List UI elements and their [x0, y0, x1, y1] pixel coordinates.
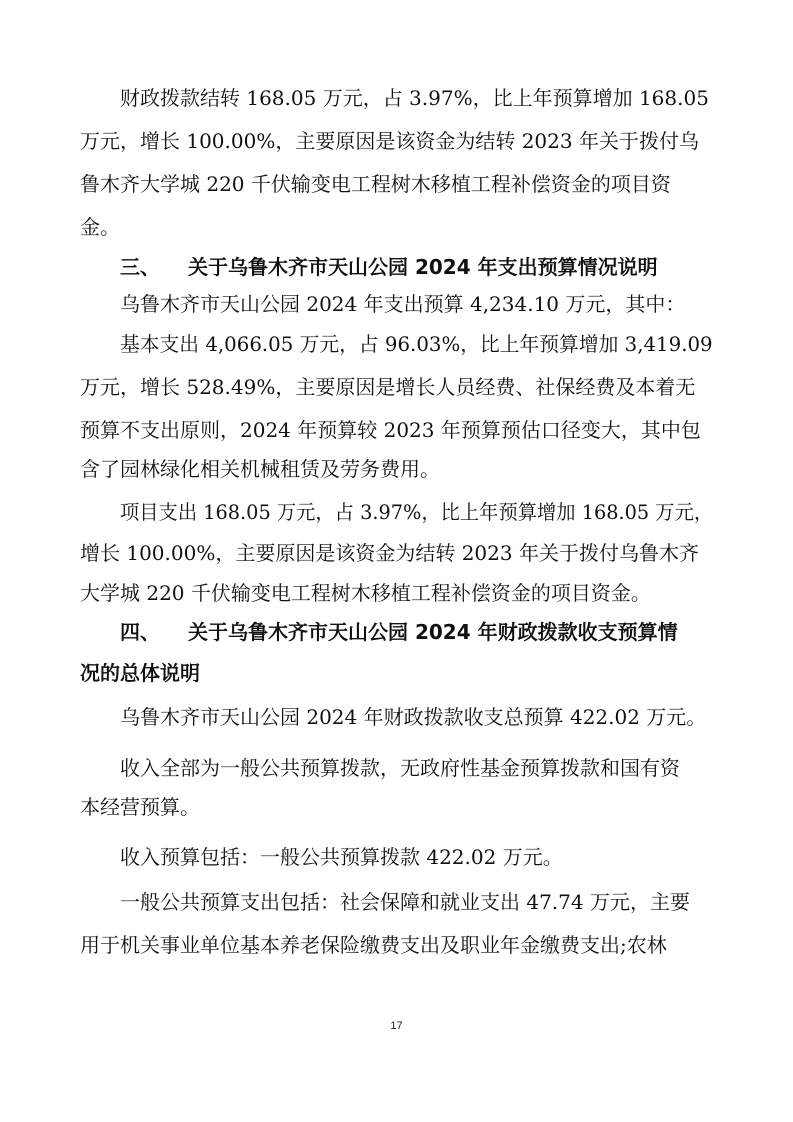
paragraph-line — [0, 287, 793, 321]
text-run: 收入全部为一般公共预算拨款，无政府性基金预算拨款和国有资 — [120, 756, 680, 780]
paragraph-line — [0, 536, 793, 570]
text-run: 金。 — [80, 215, 120, 239]
section-number: 三、 — [120, 255, 160, 279]
paragraph-line — [0, 790, 793, 824]
section-title: 关于乌鲁木齐市天山公园 2024 年支出预算情况说明 — [188, 255, 658, 279]
text-run: 财政拨款结转 168.05 万元，占 3.97%，比上年预算增加 168.05 — [120, 86, 709, 110]
text-run: 大学城 220 千伏输变电工程树木移植工程补偿资金的项目资金。 — [80, 581, 651, 605]
text-run: 增长 100.00%，主要原因是该资金为结转 2023 年关于拨付乌鲁木齐 — [80, 541, 699, 565]
text-run: 万元，增长 100.00%，主要原因是该资金为结转 2023 年关于拨付乌 — [80, 129, 699, 153]
paragraph-line — [0, 413, 793, 447]
paragraph-line — [0, 124, 793, 158]
section-heading-continued — [0, 656, 793, 690]
text-run: 含了园林绿化相关机械租赁及劳务费用。 — [80, 457, 440, 481]
paragraph-line — [0, 81, 793, 115]
text-run: 乌鲁木齐市天山公园 2024 年财政拨款收支总预算 422.02 万元。 — [120, 705, 707, 729]
text-run: 基本支出 4,066.05 万元，占 96.03%，比上年预算增加 3,419.09 — [120, 332, 713, 356]
paragraph-line — [0, 210, 793, 244]
paragraph-line — [0, 700, 793, 734]
text-run: 收入预算包括：一般公共预算拨款 422.02 万元。 — [120, 845, 563, 869]
page-number: 17 — [390, 1020, 403, 1032]
text-run: 乌鲁木齐市天山公园 2024 年支出预算 4,234.10 万元，其中： — [120, 292, 686, 316]
text-run: 鲁木齐大学城 220 千伏输变电工程树木移植工程补偿资金的项目资 — [80, 172, 671, 196]
section-number: 四、 — [120, 620, 160, 644]
text-run: 一般公共预算支出包括：社会保障和就业支出 47.74 万元，主要 — [120, 890, 690, 914]
paragraph-line — [0, 840, 793, 874]
paragraph-line — [0, 452, 793, 486]
section-title: 关于乌鲁木齐市天山公园 2024 年财政拨款收支预算情 — [188, 620, 678, 644]
paragraph-line — [0, 327, 793, 361]
paragraph-line — [0, 885, 793, 919]
paragraph-line — [0, 370, 793, 404]
paragraph-line — [0, 928, 793, 962]
text-run: 用于机关事业单位基本养老保险缴费支出及职业年金缴费支出;农林 — [80, 933, 667, 957]
paragraph-line — [0, 167, 793, 201]
text-run: 万元，增长 528.49%，主要原因是增长人员经费、社保经费及本着无 — [80, 375, 696, 399]
section-heading — [0, 615, 793, 649]
text-run: 预算不支出原则，2024 年预算较 2023 年预算预估口径变大，其中包 — [80, 418, 701, 442]
paragraph-line — [0, 576, 793, 610]
paragraph-line — [0, 495, 793, 529]
text-run: 项目支出 168.05 万元，占 3.97%，比上年预算增加 168.05 万元， — [120, 500, 714, 524]
paragraph-line — [0, 751, 793, 785]
section-heading — [0, 250, 793, 284]
text-run: 本经营预算。 — [80, 795, 200, 819]
section-title: 况的总体说明 — [80, 661, 200, 685]
